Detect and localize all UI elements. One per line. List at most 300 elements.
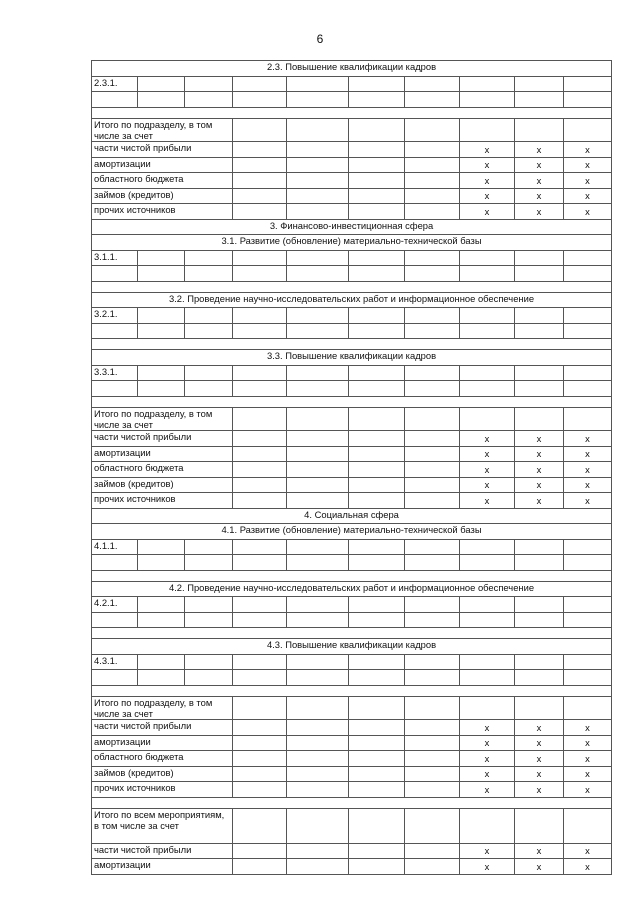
- table-cell: [564, 539, 612, 555]
- table-cell: [564, 555, 612, 571]
- table-cell: [287, 92, 349, 108]
- table-cell: [233, 539, 287, 555]
- item-row: [92, 654, 612, 670]
- table-cell: [349, 173, 405, 189]
- table-cell: [138, 381, 185, 397]
- table-cell: [233, 477, 287, 493]
- source-row: [92, 735, 612, 751]
- table-cell: [185, 612, 233, 628]
- table-cell: [405, 188, 460, 204]
- table-cell: [460, 696, 515, 720]
- x-mark: х: [564, 188, 612, 204]
- table-cell: [349, 92, 405, 108]
- x-mark: х: [564, 173, 612, 189]
- table-cell: [405, 308, 460, 324]
- source-label-cell: части чистой прибыли: [92, 843, 233, 859]
- subsection-heading: 4.1. Развитие (обновление) материально-технической базы: [92, 524, 612, 540]
- table-cell: [349, 477, 405, 493]
- table-cell: [92, 612, 138, 628]
- source-row: [92, 142, 612, 158]
- table-cell: [233, 751, 287, 767]
- blank-row: [92, 281, 612, 292]
- x-mark: х: [515, 735, 564, 751]
- x-mark: х: [515, 493, 564, 509]
- table-cell: [287, 766, 349, 782]
- table-cell: [564, 696, 612, 720]
- table-cell: [233, 696, 287, 720]
- table-cell: [92, 685, 612, 696]
- table-cell: [92, 92, 138, 108]
- table-cell: [349, 751, 405, 767]
- table-cell: [92, 381, 138, 397]
- table-cell: [233, 670, 287, 686]
- table-cell: [349, 462, 405, 478]
- plan-table: [91, 60, 612, 875]
- table-cell: [185, 266, 233, 282]
- table-cell: [233, 188, 287, 204]
- subsection-heading: 3.1. Развитие (обновление) материально-технической базы: [92, 235, 612, 251]
- source-row: [92, 477, 612, 493]
- table-cell: [349, 157, 405, 173]
- table-cell: [515, 250, 564, 266]
- table-cell: [287, 493, 349, 509]
- x-mark: х: [515, 142, 564, 158]
- section-heading-row: [92, 508, 612, 524]
- x-mark: х: [515, 188, 564, 204]
- blank-row: [92, 339, 612, 350]
- table-cell: [349, 493, 405, 509]
- x-mark: х: [564, 843, 612, 859]
- table-cell: [287, 308, 349, 324]
- total-row: [92, 696, 612, 720]
- table-cell: [460, 654, 515, 670]
- table-cell: [405, 76, 460, 92]
- x-mark: х: [460, 493, 515, 509]
- table-cell: [138, 76, 185, 92]
- table-cell: [287, 76, 349, 92]
- table-cell: [233, 555, 287, 571]
- x-mark: х: [515, 431, 564, 447]
- table-cell: [287, 365, 349, 381]
- source-row: [92, 431, 612, 447]
- section-heading-row: [92, 524, 612, 540]
- table-cell: [515, 92, 564, 108]
- table-cell: [287, 477, 349, 493]
- source-label-cell: прочих источников: [92, 493, 233, 509]
- table-cell: [349, 407, 405, 431]
- table-cell: [92, 797, 612, 808]
- source-row: [92, 204, 612, 220]
- table-cell: [185, 250, 233, 266]
- section-heading-row: [92, 350, 612, 366]
- item-row: [92, 365, 612, 381]
- table-cell: [138, 555, 185, 571]
- table-cell: [349, 188, 405, 204]
- x-mark: х: [515, 204, 564, 220]
- table-cell: [185, 654, 233, 670]
- total-label-cell: Итого по подразделу, в том числе за счет: [92, 696, 233, 720]
- table-cell: [405, 696, 460, 720]
- table-cell: [349, 365, 405, 381]
- table-cell: [405, 204, 460, 220]
- source-label-cell: части чистой прибыли: [92, 431, 233, 447]
- table-cell: [92, 570, 612, 581]
- x-mark: х: [564, 431, 612, 447]
- table-cell: [405, 493, 460, 509]
- table-cell: [460, 118, 515, 142]
- x-mark: х: [515, 720, 564, 736]
- source-row: [92, 843, 612, 859]
- table-cell: [349, 266, 405, 282]
- table-cell: [515, 597, 564, 613]
- source-label-cell: областного бюджета: [92, 462, 233, 478]
- blank-row: [92, 570, 612, 581]
- table-cell: [515, 323, 564, 339]
- table-cell: [405, 431, 460, 447]
- table-cell: [349, 142, 405, 158]
- table-cell: [349, 381, 405, 397]
- table-cell: [564, 118, 612, 142]
- table-cell: [405, 92, 460, 108]
- table-cell: [185, 670, 233, 686]
- x-mark: х: [564, 766, 612, 782]
- table-cell: [405, 859, 460, 875]
- x-mark: х: [460, 477, 515, 493]
- table-cell: [405, 751, 460, 767]
- table-cell: [405, 808, 460, 843]
- subsection-heading: 2.3. Повышение квалификации кадров: [92, 61, 612, 77]
- table-cell: [233, 250, 287, 266]
- table-cell: [349, 118, 405, 142]
- source-row: [92, 462, 612, 478]
- table-cell: [287, 808, 349, 843]
- x-mark: х: [460, 157, 515, 173]
- table-cell: [564, 308, 612, 324]
- table-cell: [349, 597, 405, 613]
- item-row: [92, 308, 612, 324]
- table-cell: [564, 407, 612, 431]
- table-cell: [460, 381, 515, 397]
- table-cell: [185, 92, 233, 108]
- x-mark: х: [515, 843, 564, 859]
- x-mark: х: [564, 477, 612, 493]
- table-cell: [92, 628, 612, 639]
- source-row: [92, 766, 612, 782]
- x-mark: х: [564, 157, 612, 173]
- section-heading-row: [92, 235, 612, 251]
- x-mark: х: [564, 782, 612, 798]
- source-label-cell: прочих источников: [92, 782, 233, 798]
- item-number-cell: 2.3.1.: [92, 76, 138, 92]
- table-cell: [460, 266, 515, 282]
- x-mark: х: [564, 493, 612, 509]
- x-mark: х: [460, 462, 515, 478]
- x-mark: х: [460, 188, 515, 204]
- table-cell: [349, 696, 405, 720]
- table-cell: [564, 266, 612, 282]
- table-cell: [92, 339, 612, 350]
- x-mark: х: [564, 462, 612, 478]
- x-mark: х: [460, 431, 515, 447]
- table-cell: [287, 204, 349, 220]
- table-cell: [287, 173, 349, 189]
- source-label-cell: амортизации: [92, 446, 233, 462]
- table-cell: [233, 654, 287, 670]
- source-label-cell: займов (кредитов): [92, 477, 233, 493]
- table-cell: [92, 323, 138, 339]
- table-cell: [233, 766, 287, 782]
- x-mark: х: [564, 446, 612, 462]
- table-cell: [515, 76, 564, 92]
- table-cell: [138, 612, 185, 628]
- x-mark: х: [515, 782, 564, 798]
- table-cell: [287, 250, 349, 266]
- table-cell: [233, 365, 287, 381]
- table-cell: [233, 808, 287, 843]
- x-mark: х: [460, 142, 515, 158]
- source-label-cell: части чистой прибыли: [92, 142, 233, 158]
- table-cell: [405, 670, 460, 686]
- table-cell: [138, 654, 185, 670]
- table-cell: [405, 407, 460, 431]
- empty-row: [92, 323, 612, 339]
- item-number-cell: 3.1.1.: [92, 250, 138, 266]
- table-cell: [515, 539, 564, 555]
- table-cell: [138, 670, 185, 686]
- section-heading: 4. Социальная сфера: [92, 508, 612, 524]
- x-mark: х: [515, 446, 564, 462]
- table-cell: [349, 612, 405, 628]
- empty-row: [92, 266, 612, 282]
- table-cell: [233, 612, 287, 628]
- table-cell: [405, 381, 460, 397]
- table-cell: [287, 462, 349, 478]
- table-cell: [138, 92, 185, 108]
- table-cell: [138, 250, 185, 266]
- table-cell: [349, 555, 405, 571]
- table-cell: [287, 751, 349, 767]
- table-cell: [515, 308, 564, 324]
- table-cell: [349, 735, 405, 751]
- table-cell: [349, 782, 405, 798]
- table-cell: [405, 654, 460, 670]
- source-label-cell: амортизации: [92, 157, 233, 173]
- table-cell: [233, 735, 287, 751]
- table-cell: [405, 720, 460, 736]
- table-cell: [405, 142, 460, 158]
- table-cell: [92, 555, 138, 571]
- table-cell: [349, 808, 405, 843]
- total-row: [92, 118, 612, 142]
- source-label-cell: областного бюджета: [92, 173, 233, 189]
- table-cell: [233, 407, 287, 431]
- table-cell: [515, 555, 564, 571]
- table-cell: [233, 308, 287, 324]
- table-cell: [287, 612, 349, 628]
- section-heading-row: [92, 292, 612, 308]
- empty-row: [92, 612, 612, 628]
- table-cell: [138, 597, 185, 613]
- subsection-heading: 3.3. Повышение квалификации кадров: [92, 350, 612, 366]
- table-cell: [564, 654, 612, 670]
- table-cell: [460, 308, 515, 324]
- table-cell: [92, 266, 138, 282]
- subsection-heading: 3.2. Проведение научно-исследовательских работ и информационное обеспечение: [92, 292, 612, 308]
- table-cell: [349, 766, 405, 782]
- x-mark: х: [460, 859, 515, 875]
- table-cell: [405, 323, 460, 339]
- table-cell: [349, 308, 405, 324]
- table-cell: [185, 381, 233, 397]
- table-cell: [405, 157, 460, 173]
- table-cell: [349, 446, 405, 462]
- table-cell: [287, 670, 349, 686]
- table-cell: [92, 281, 612, 292]
- table-cell: [460, 92, 515, 108]
- table-cell: [287, 407, 349, 431]
- empty-row: [92, 92, 612, 108]
- table-cell: [138, 539, 185, 555]
- source-label-cell: амортизации: [92, 735, 233, 751]
- x-mark: х: [460, 720, 515, 736]
- empty-row: [92, 381, 612, 397]
- table-cell: [233, 493, 287, 509]
- table-cell: [564, 323, 612, 339]
- table-cell: [405, 782, 460, 798]
- table-cell: [349, 250, 405, 266]
- source-row: [92, 157, 612, 173]
- x-mark: х: [515, 173, 564, 189]
- table-cell: [515, 118, 564, 142]
- table-cell: [460, 808, 515, 843]
- table-cell: [405, 365, 460, 381]
- x-mark: х: [460, 173, 515, 189]
- table-cell: [349, 670, 405, 686]
- section-heading-row: [92, 61, 612, 77]
- source-row: [92, 446, 612, 462]
- source-row: [92, 493, 612, 509]
- table-cell: [287, 782, 349, 798]
- table-cell: [349, 76, 405, 92]
- table-cell: [405, 843, 460, 859]
- table-cell: [138, 323, 185, 339]
- table-cell: [185, 308, 233, 324]
- table-cell: [515, 654, 564, 670]
- table-cell: [515, 365, 564, 381]
- table-cell: [405, 612, 460, 628]
- blank-row: [92, 685, 612, 696]
- table-cell: [405, 597, 460, 613]
- table-cell: [233, 597, 287, 613]
- table-cell: [233, 266, 287, 282]
- table-cell: [349, 654, 405, 670]
- table-cell: [405, 250, 460, 266]
- table-cell: [564, 250, 612, 266]
- table-cell: [349, 431, 405, 447]
- grand-total-label-cell: Итого по всем мероприятиям, в том числе за счет: [92, 808, 233, 843]
- source-label-cell: займов (кредитов): [92, 188, 233, 204]
- item-row: [92, 539, 612, 555]
- table-cell: [287, 266, 349, 282]
- table-cell: [405, 446, 460, 462]
- table-cell: [92, 107, 612, 118]
- table-cell: [349, 539, 405, 555]
- table-cell: [287, 555, 349, 571]
- table-cell: [515, 696, 564, 720]
- table-cell: [349, 204, 405, 220]
- table-cell: [460, 612, 515, 628]
- item-number-cell: 4.3.1.: [92, 654, 138, 670]
- blank-row: [92, 628, 612, 639]
- table-cell: [460, 670, 515, 686]
- table-cell: [185, 323, 233, 339]
- table-cell: [287, 431, 349, 447]
- section-heading-row: [92, 581, 612, 597]
- x-mark: х: [564, 859, 612, 875]
- table-cell: [515, 266, 564, 282]
- total-label-cell: Итого по подразделу, в том числе за счет: [92, 407, 233, 431]
- table-cell: [564, 612, 612, 628]
- table-cell: [515, 407, 564, 431]
- table-cell: [405, 173, 460, 189]
- x-mark: х: [515, 157, 564, 173]
- section-heading: 3. Финансово-инвестиционная сфера: [92, 219, 612, 235]
- table-cell: [233, 142, 287, 158]
- table-cell: [287, 597, 349, 613]
- table-cell: [349, 859, 405, 875]
- table-cell: [185, 365, 233, 381]
- source-row: [92, 720, 612, 736]
- table-cell: [460, 76, 515, 92]
- table-cell: [460, 250, 515, 266]
- item-row: [92, 76, 612, 92]
- table-cell: [405, 735, 460, 751]
- table-cell: [287, 323, 349, 339]
- table-cell: [233, 204, 287, 220]
- table-cell: [460, 539, 515, 555]
- table-cell: [287, 188, 349, 204]
- table-cell: [405, 118, 460, 142]
- table-cell: [515, 808, 564, 843]
- table-cell: [233, 92, 287, 108]
- table-cell: [233, 76, 287, 92]
- source-label-cell: прочих источников: [92, 204, 233, 220]
- table-cell: [233, 431, 287, 447]
- table-cell: [185, 539, 233, 555]
- table-cell: [564, 670, 612, 686]
- item-row: [92, 250, 612, 266]
- table-cell: [287, 859, 349, 875]
- table-cell: [138, 308, 185, 324]
- table-cell: [287, 720, 349, 736]
- item-number-cell: 3.2.1.: [92, 308, 138, 324]
- table-cell: [287, 446, 349, 462]
- source-label-cell: займов (кредитов): [92, 766, 233, 782]
- x-mark: х: [460, 843, 515, 859]
- grand-total-row: [92, 808, 612, 843]
- table-cell: [515, 670, 564, 686]
- blank-row: [92, 396, 612, 407]
- table-cell: [287, 118, 349, 142]
- source-row: [92, 859, 612, 875]
- x-mark: х: [515, 462, 564, 478]
- table-cell: [515, 381, 564, 397]
- table-cell: [349, 323, 405, 339]
- section-heading-row: [92, 219, 612, 235]
- total-label-cell: Итого по подразделу, в том числе за счет: [92, 118, 233, 142]
- x-mark: х: [564, 204, 612, 220]
- table-cell: [405, 555, 460, 571]
